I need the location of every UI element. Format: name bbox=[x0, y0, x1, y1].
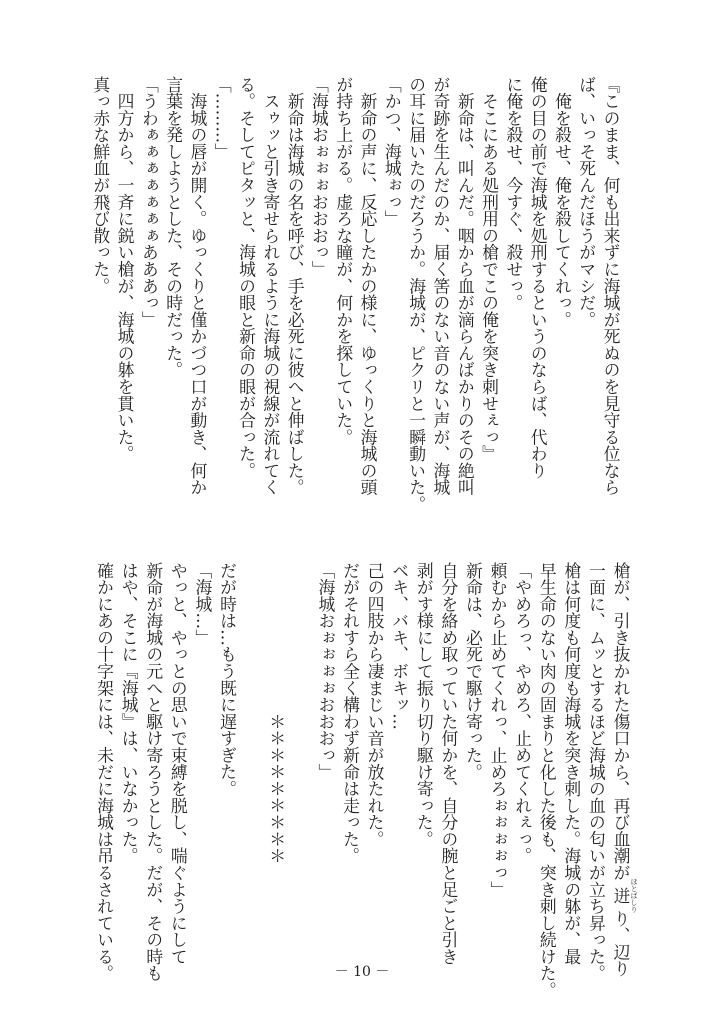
text-line: が奇跡を生んだのか、届く筈のない音のない声が、海城 bbox=[430, 76, 451, 496]
text-line: 新命は海城の名を呼び、手を必死に彼へと伸ばした。 bbox=[285, 76, 306, 496]
text-line: 「海城おぉぉぉおおおっ」 bbox=[309, 76, 330, 278]
text-line: 「かつ、海城ぉっ」 bbox=[382, 76, 403, 228]
text-line: に俺を殺せ、今すぐ、殺せっ。 bbox=[503, 76, 524, 312]
ruby-word bbox=[611, 878, 638, 914]
text-line-ruby bbox=[608, 562, 638, 992]
text-line: 四方から、一斉に鋭い槍が、海城の躰を貫いた。 bbox=[115, 76, 136, 463]
text-block-bottom bbox=[92, 562, 638, 999]
text-line: 新命の声に、反応したかの様に、ゆっくりと海城の頭 bbox=[358, 76, 379, 496]
text-line: ＊＊＊＊＊＊＊＊＊ bbox=[266, 562, 287, 865]
text-line: だがそれすら全く構わず新命は走った。 bbox=[340, 562, 361, 865]
text-line: の耳に届いたのだろうか。海城が、ピクリと一瞬動いた。 bbox=[406, 76, 427, 513]
text-line: 「やめろっ、やめろ、止めてくれぇっ。 bbox=[512, 562, 533, 865]
text-line: 一面に、ムッとするほど海城の血の匂いが立ち昇った。 bbox=[586, 562, 607, 982]
page-number: － 10 － bbox=[334, 964, 390, 980]
text-line: 「………」 bbox=[212, 76, 233, 160]
text-segment: 槍が、引き抜かれた傷口から、再び血潮が bbox=[611, 562, 631, 882]
text-segment: り、辺り bbox=[611, 910, 631, 978]
text-line: 海城の唇が開く。ゆっくりと僅かづつ口が動き、何か bbox=[187, 76, 208, 496]
text-line: 頼むから止めてくれっ、止めろぉぉぉぉっ」 bbox=[488, 562, 509, 898]
text-block-top bbox=[88, 76, 623, 513]
text-line: そこにある処刑用の槍でこの俺を突き刺せぇっ』 bbox=[479, 76, 500, 463]
text-line: が持ち上がる。虚ろな瞳が、何かを探していた。 bbox=[333, 76, 354, 446]
text-line: 確かにあの十字架には、未だに海城は吊るされている。 bbox=[94, 562, 115, 982]
text-line: 真っ赤な鮮血が飛び散った。 bbox=[90, 76, 111, 295]
text-line: 自分を絡め取っていた何かを、自分の腕と足ごと引き bbox=[438, 562, 459, 965]
text-line: 新命は、叫んだ。咽から血が滴らんばかりのその絶叫 bbox=[455, 76, 476, 496]
text-line: はや、そこに『海城』は、いなかった。 bbox=[119, 562, 140, 865]
text-line bbox=[240, 562, 265, 992]
text-line: 俺を殺せ、俺を殺してくれっ。 bbox=[552, 76, 573, 328]
text-line: 『このまま、何も出来ずに海城が死ぬのを見守る位なら bbox=[601, 76, 621, 496]
ruby-reading: ほとばしり bbox=[630, 878, 638, 914]
text-line: ば、いっそ死んだほうがマシだ。 bbox=[576, 76, 597, 328]
text-line: 「海城おぉぉぉぉおおおっ」 bbox=[315, 562, 336, 781]
text-line: 剥がす様にして振り切り駆け寄った。 bbox=[414, 562, 435, 848]
ruby-base: 迸 bbox=[611, 878, 631, 913]
text-line: 新命が海城の元へと駆け寄ろうとした。だが、その時も bbox=[143, 562, 164, 982]
text-line: ベキ、バキ、ボキッ… bbox=[389, 562, 410, 730]
text-line: 「うわぁぁぁぁぁぁぁあああっ」 bbox=[139, 76, 160, 328]
text-line: スゥッと引き寄せられるように海城の視線が流れてく bbox=[260, 76, 281, 496]
text-line: 新命は、必死で駆け寄った。 bbox=[463, 562, 484, 781]
text-line bbox=[289, 562, 314, 992]
text-line: 早生命のない肉の固まりと化した後も、突き刺し続けた。 bbox=[537, 562, 558, 999]
text-line: だが時は…もう既に遅すぎた。 bbox=[217, 562, 238, 798]
text-line: 「海城…」 bbox=[192, 562, 213, 646]
text-line: やっと、やっとの思いで束縛を脱し、喘ぐようにして bbox=[168, 562, 189, 965]
text-line: 言葉を発しようとした、その時だった。 bbox=[163, 76, 184, 379]
text-line: 俺の目の前で海城を処刑するというのならば、代わり bbox=[528, 76, 549, 479]
text-line: 槍は何度も何度も海城を突き刺した。海城の躰が、最 bbox=[561, 562, 582, 965]
text-line: る。そしてピタッと、海城の眼と新命の眼が合った。 bbox=[236, 76, 257, 479]
text-line: 己の四肢から凄まじい音が放たれた。 bbox=[365, 562, 386, 848]
